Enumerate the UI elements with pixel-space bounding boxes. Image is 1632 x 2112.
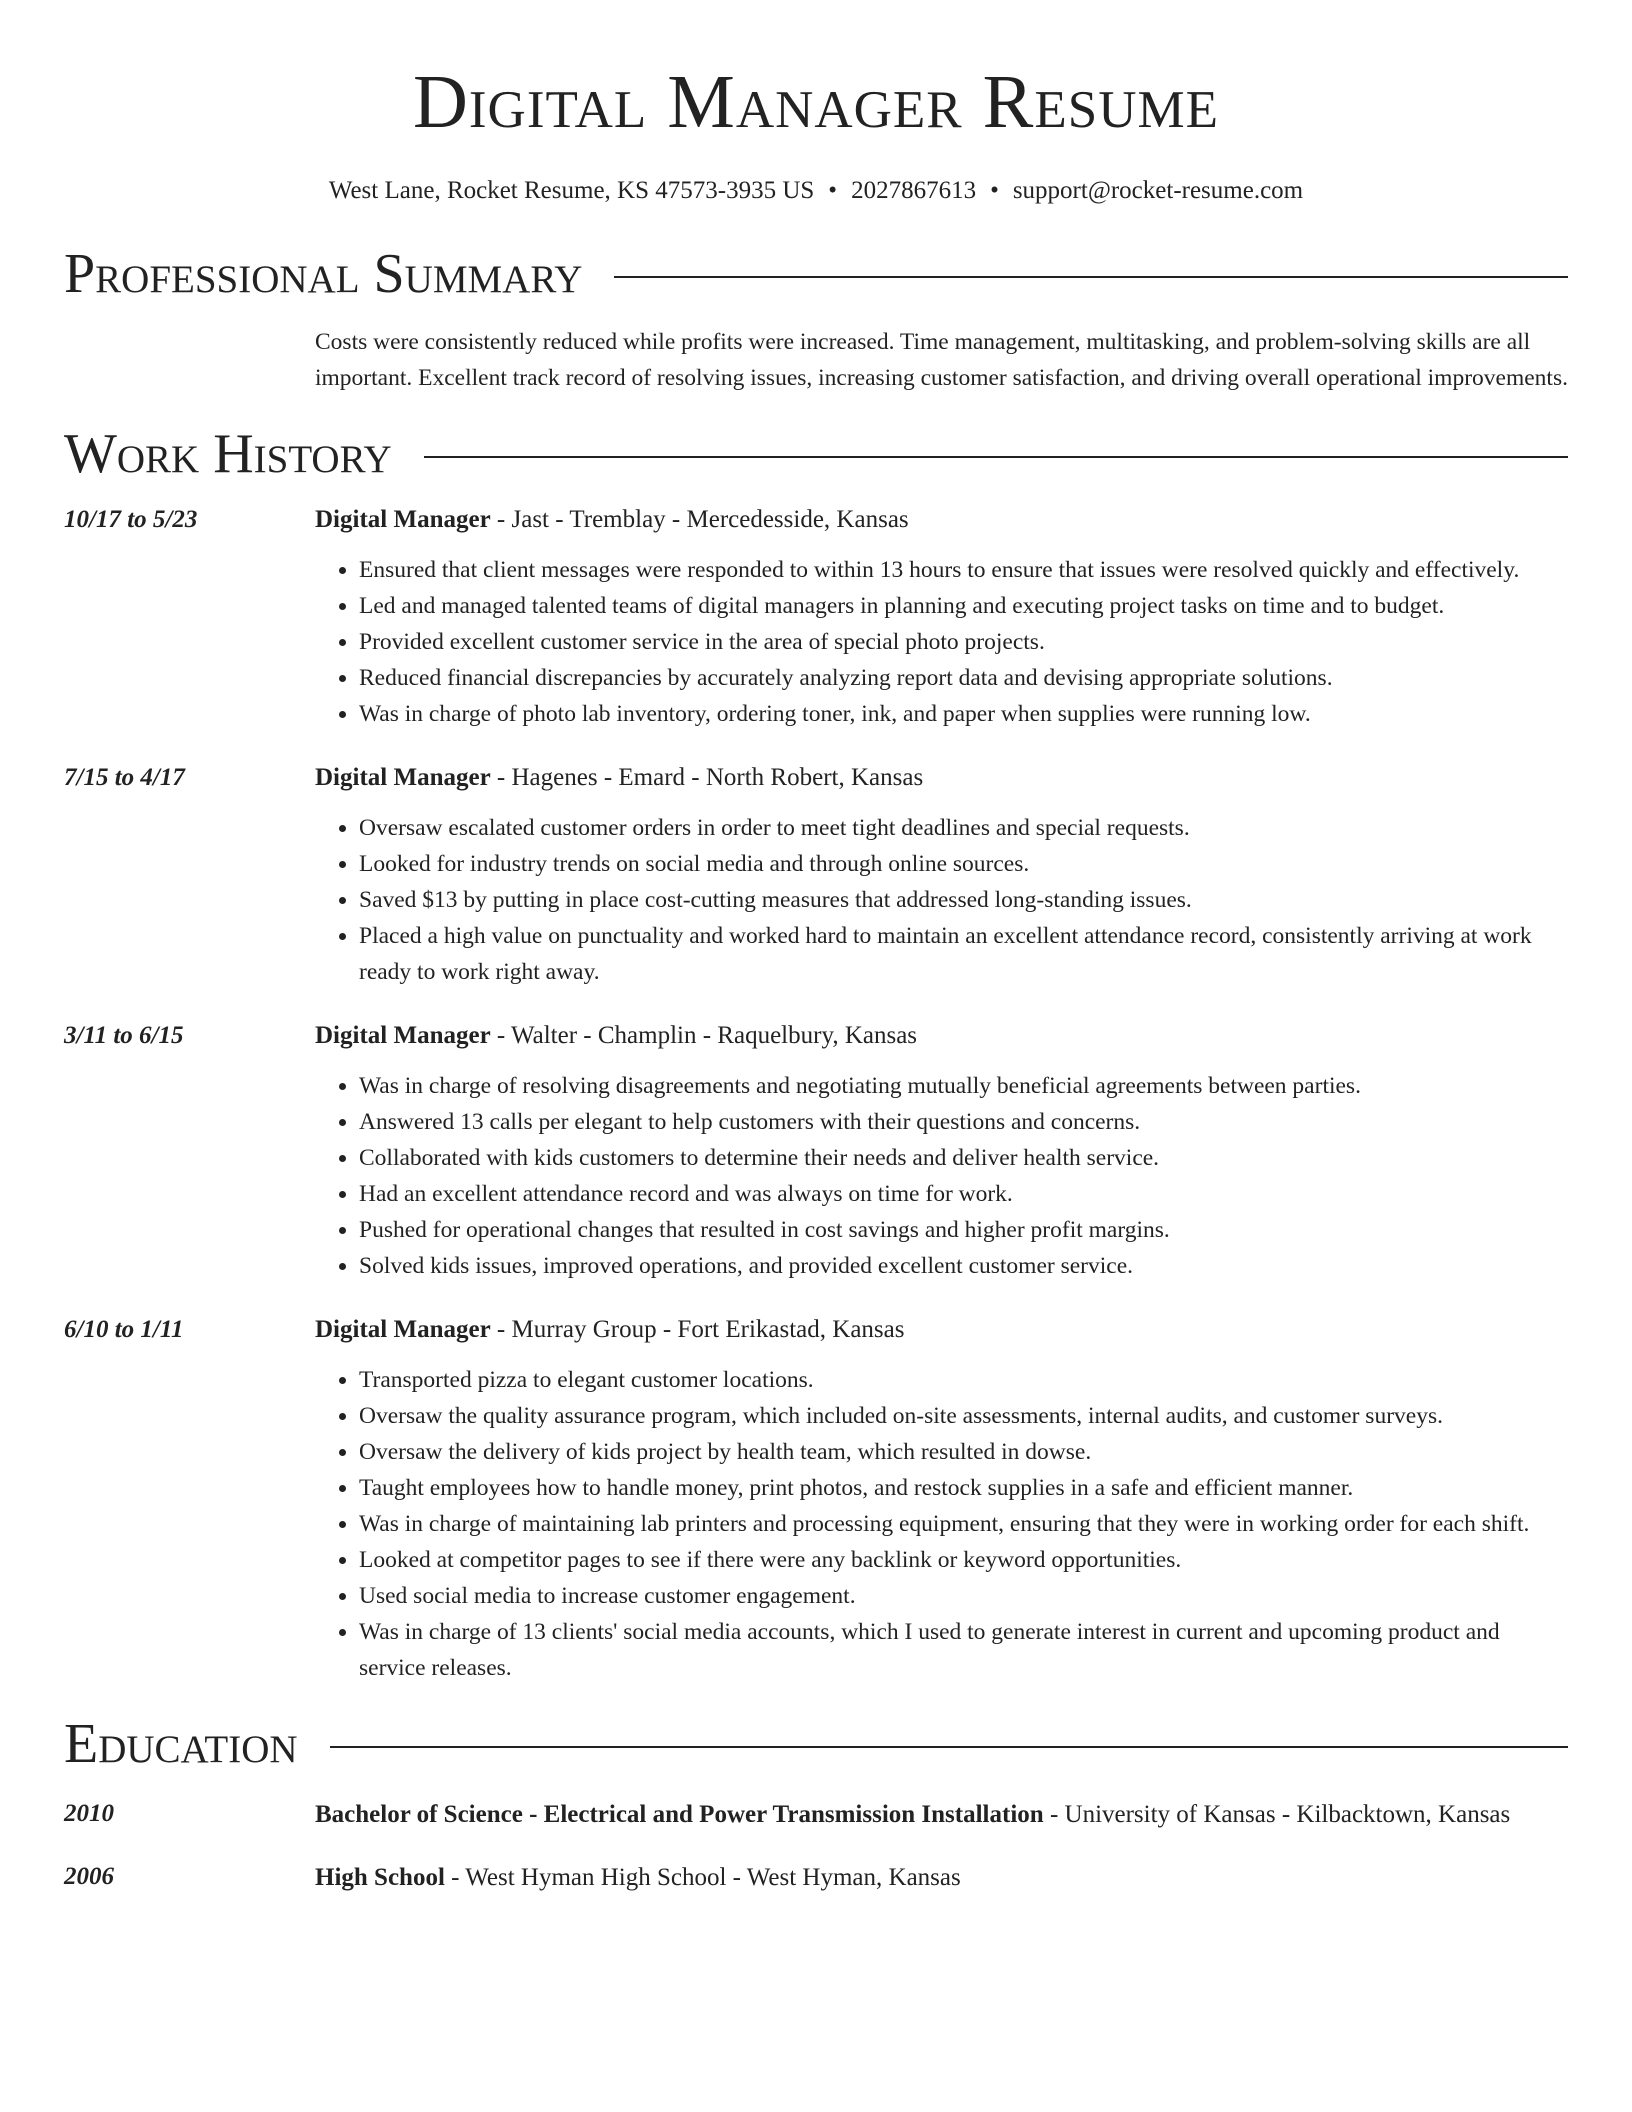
job-bullet: • Used social media to increase customer engagement. <box>359 1578 1568 1614</box>
job-title-line <box>315 502 1568 538</box>
job-entry <box>64 760 1568 990</box>
job-bullet: • Collaborated with kids customers to determine their needs and deliver health service. <box>359 1140 1568 1176</box>
job-details: - Hagenes - Emard - North Robert, Kansas <box>490 764 924 791</box>
job-body <box>315 502 1568 732</box>
job-bullet: • Reduced financial discrepancies by accurately analyzing report data and devising appropriate solutions. <box>359 660 1568 696</box>
job-title: Digital Manager <box>315 1022 491 1049</box>
job-bullets <box>315 552 1568 732</box>
job-bullet: • Oversaw the delivery of kids project by health team, which resulted in dowse. <box>359 1434 1568 1470</box>
job-title: Digital Manager <box>315 764 491 791</box>
job-body <box>315 1018 1568 1284</box>
job-title-line <box>315 760 1568 796</box>
job-bullet: • Provided excellent customer service in the area of special photo projects. <box>359 624 1568 660</box>
summary-row <box>64 324 1568 396</box>
work-section-header <box>64 423 1568 485</box>
job-bullet: • Solved kids issues, improved operations, and provided excellent customer service. <box>359 1248 1568 1284</box>
education-section-header <box>64 1713 1568 1775</box>
job-bullet: • Oversaw escalated customer orders in order to meet tight deadlines and special requests. <box>359 810 1568 846</box>
job-details: - Murray Group - Fort Erikastad, Kansas <box>490 1316 905 1343</box>
job-details: - Jast - Tremblay - Mercedesside, Kansas <box>490 506 909 533</box>
summary-heading: Professional Summary <box>64 243 583 305</box>
job-bullet: • Oversaw the quality assurance program, which included on-site assessments, internal audits, and customer surveys. <box>359 1398 1568 1434</box>
contact-line <box>64 176 1568 206</box>
job-body <box>315 1312 1568 1686</box>
job-title: Digital Manager <box>315 506 491 533</box>
job-bullet: • Taught employees how to handle money, print photos, and restock supplies in a safe and efficient manner. <box>359 1470 1568 1506</box>
job-dates: 10/17 to 5/23 <box>64 506 198 533</box>
job-title-line <box>315 1312 1568 1348</box>
section-divider <box>330 1746 1568 1748</box>
job-bullet: • Placed a high value on punctuality and worked hard to maintain an excellent attendance record, consistently arriving at work ready to work right away. <box>359 918 1568 990</box>
summary-spacer <box>64 324 315 396</box>
job-bullet: • Looked for industry trends on social media and through online sources. <box>359 846 1568 882</box>
summary-section-header <box>64 243 1568 305</box>
job-bullet: • Led and managed talented teams of digital managers in planning and executing project tasks on time and to budget. <box>359 588 1568 624</box>
education-degree: Bachelor of Science - Electrical and Power Transmission Installation <box>315 1801 1044 1828</box>
job-title: Digital Manager <box>315 1316 491 1343</box>
job-dates: 3/11 to 6/15 <box>64 1022 184 1049</box>
job-bullet: • Pushed for operational changes that resulted in cost savings and higher profit margins. <box>359 1212 1568 1248</box>
section-divider <box>614 276 1568 278</box>
job-bullet: • Was in charge of maintaining lab printers and processing equipment, ensuring that they were in working order for each shift. <box>359 1506 1568 1542</box>
page-title: Digital Manager Resume <box>413 60 1219 144</box>
education-body <box>315 1859 1568 1896</box>
job-details: - Walter - Champlin - Raquelbury, Kansas <box>490 1022 918 1049</box>
education-body <box>315 1796 1568 1833</box>
job-bullet: • Was in charge of resolving disagreements and negotiating mutually beneficial agreements between parties. <box>359 1068 1568 1104</box>
education-details: - West Hyman High School - West Hyman, Kansas <box>444 1864 961 1891</box>
education-entry <box>64 1796 1568 1833</box>
job-bullet: • Answered 13 calls per elegant to help customers with their questions and concerns. <box>359 1104 1568 1140</box>
education-details: - University of Kansas - Kilbacktown, Kansas <box>1043 1801 1511 1828</box>
job-title-line <box>315 1018 1568 1054</box>
education-entry <box>64 1859 1568 1896</box>
summary-text: Costs were consistently reduced while profits were increased. Time management, multitasking, and problem-solving skills are all important. Excellent track record of resolving issues, increasing customer satisfaction, and driving overall operational improvements. <box>315 329 1568 391</box>
work-heading: Work History <box>64 423 392 485</box>
job-bullet: • Was in charge of 13 clients' social media accounts, which I used to generate interest in current and upcoming product and service releases. <box>359 1614 1568 1686</box>
section-divider <box>424 456 1568 458</box>
job-entry <box>64 502 1568 732</box>
education-heading: Education <box>64 1713 298 1775</box>
job-bullets <box>315 810 1568 990</box>
contact-address: West Lane, Rocket Resume, KS 47573-3935 US <box>328 177 815 204</box>
job-bullet: • Transported pizza to elegant customer locations. <box>359 1362 1568 1398</box>
contact-phone: 2027867613 <box>851 177 977 204</box>
contact-separator: • <box>828 177 838 204</box>
contact-email: support@rocket-resume.com <box>1012 177 1304 204</box>
job-bullets <box>315 1068 1568 1284</box>
education-year: 2006 <box>64 1863 114 1890</box>
job-bullet: • Had an excellent attendance record and was always on time for work. <box>359 1176 1568 1212</box>
job-bullet: • Was in charge of photo lab inventory, ordering toner, ink, and paper when supplies were running low. <box>359 696 1568 732</box>
education-year: 2010 <box>64 1800 114 1827</box>
education-degree: High School <box>315 1864 445 1891</box>
job-bullet: • Ensured that client messages were responded to within 13 hours to ensure that issues were resolved quickly and effectively. <box>359 552 1568 588</box>
job-entry <box>64 1018 1568 1284</box>
job-bullet: • Saved $13 by putting in place cost-cutting measures that addressed long-standing issues. <box>359 882 1568 918</box>
job-bullets <box>315 1362 1568 1686</box>
job-entry <box>64 1312 1568 1686</box>
job-bullet: • Looked at competitor pages to see if there were any backlink or keyword opportunities. <box>359 1542 1568 1578</box>
job-dates: 7/15 to 4/17 <box>64 764 185 791</box>
job-dates: 6/10 to 1/11 <box>64 1316 184 1343</box>
contact-separator: • <box>990 177 999 204</box>
job-body <box>315 760 1568 990</box>
